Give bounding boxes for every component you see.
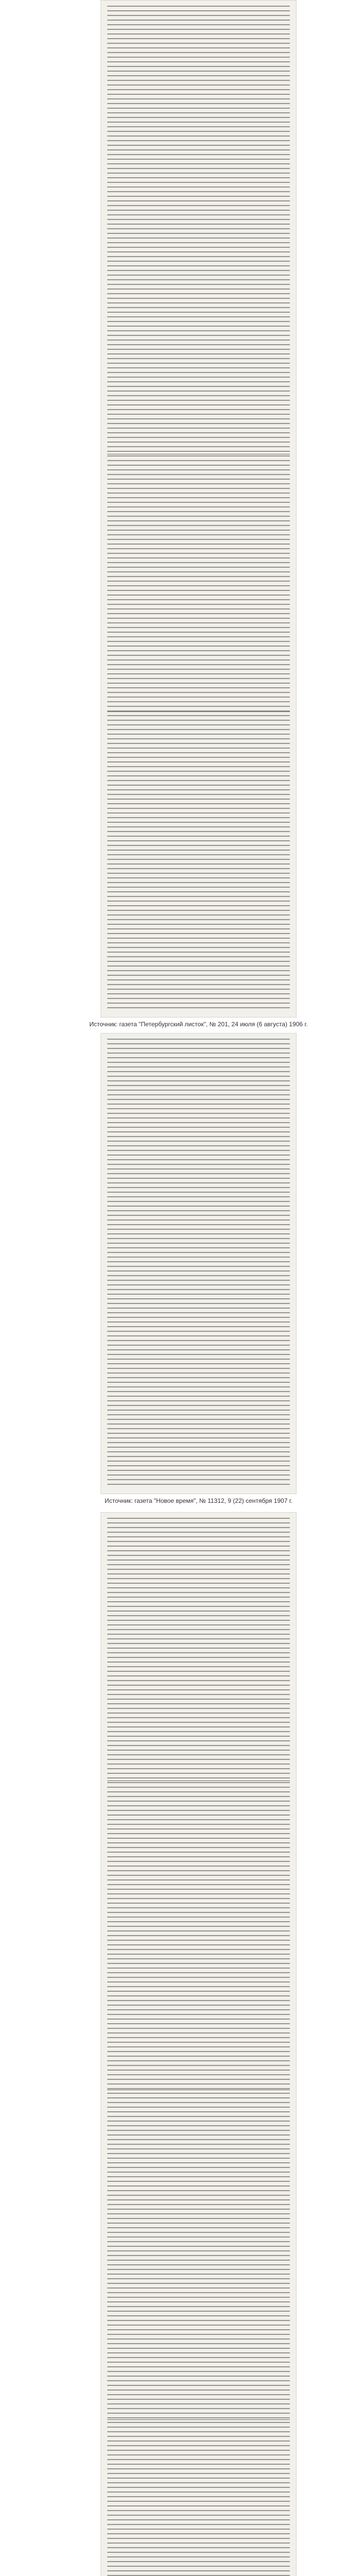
clipping-caption-2: Источник: газета "Новое время", № 11312, 9 (22) сентября 1907 г.	[104, 1497, 293, 1504]
newspaper-clipping-2	[101, 1033, 297, 1494]
clipping-text-column	[107, 6, 290, 1012]
clipping-caption-1: Источник: газета "Петербургский листок", № 201, 24 июля (6 августа) 1906 г.	[89, 1021, 308, 1028]
newspaper-clipping-3	[101, 1512, 297, 2576]
clipping-text-column	[107, 1518, 290, 2576]
clipping-text-column	[107, 1039, 290, 1488]
newspaper-clipping-1	[101, 0, 297, 1018]
